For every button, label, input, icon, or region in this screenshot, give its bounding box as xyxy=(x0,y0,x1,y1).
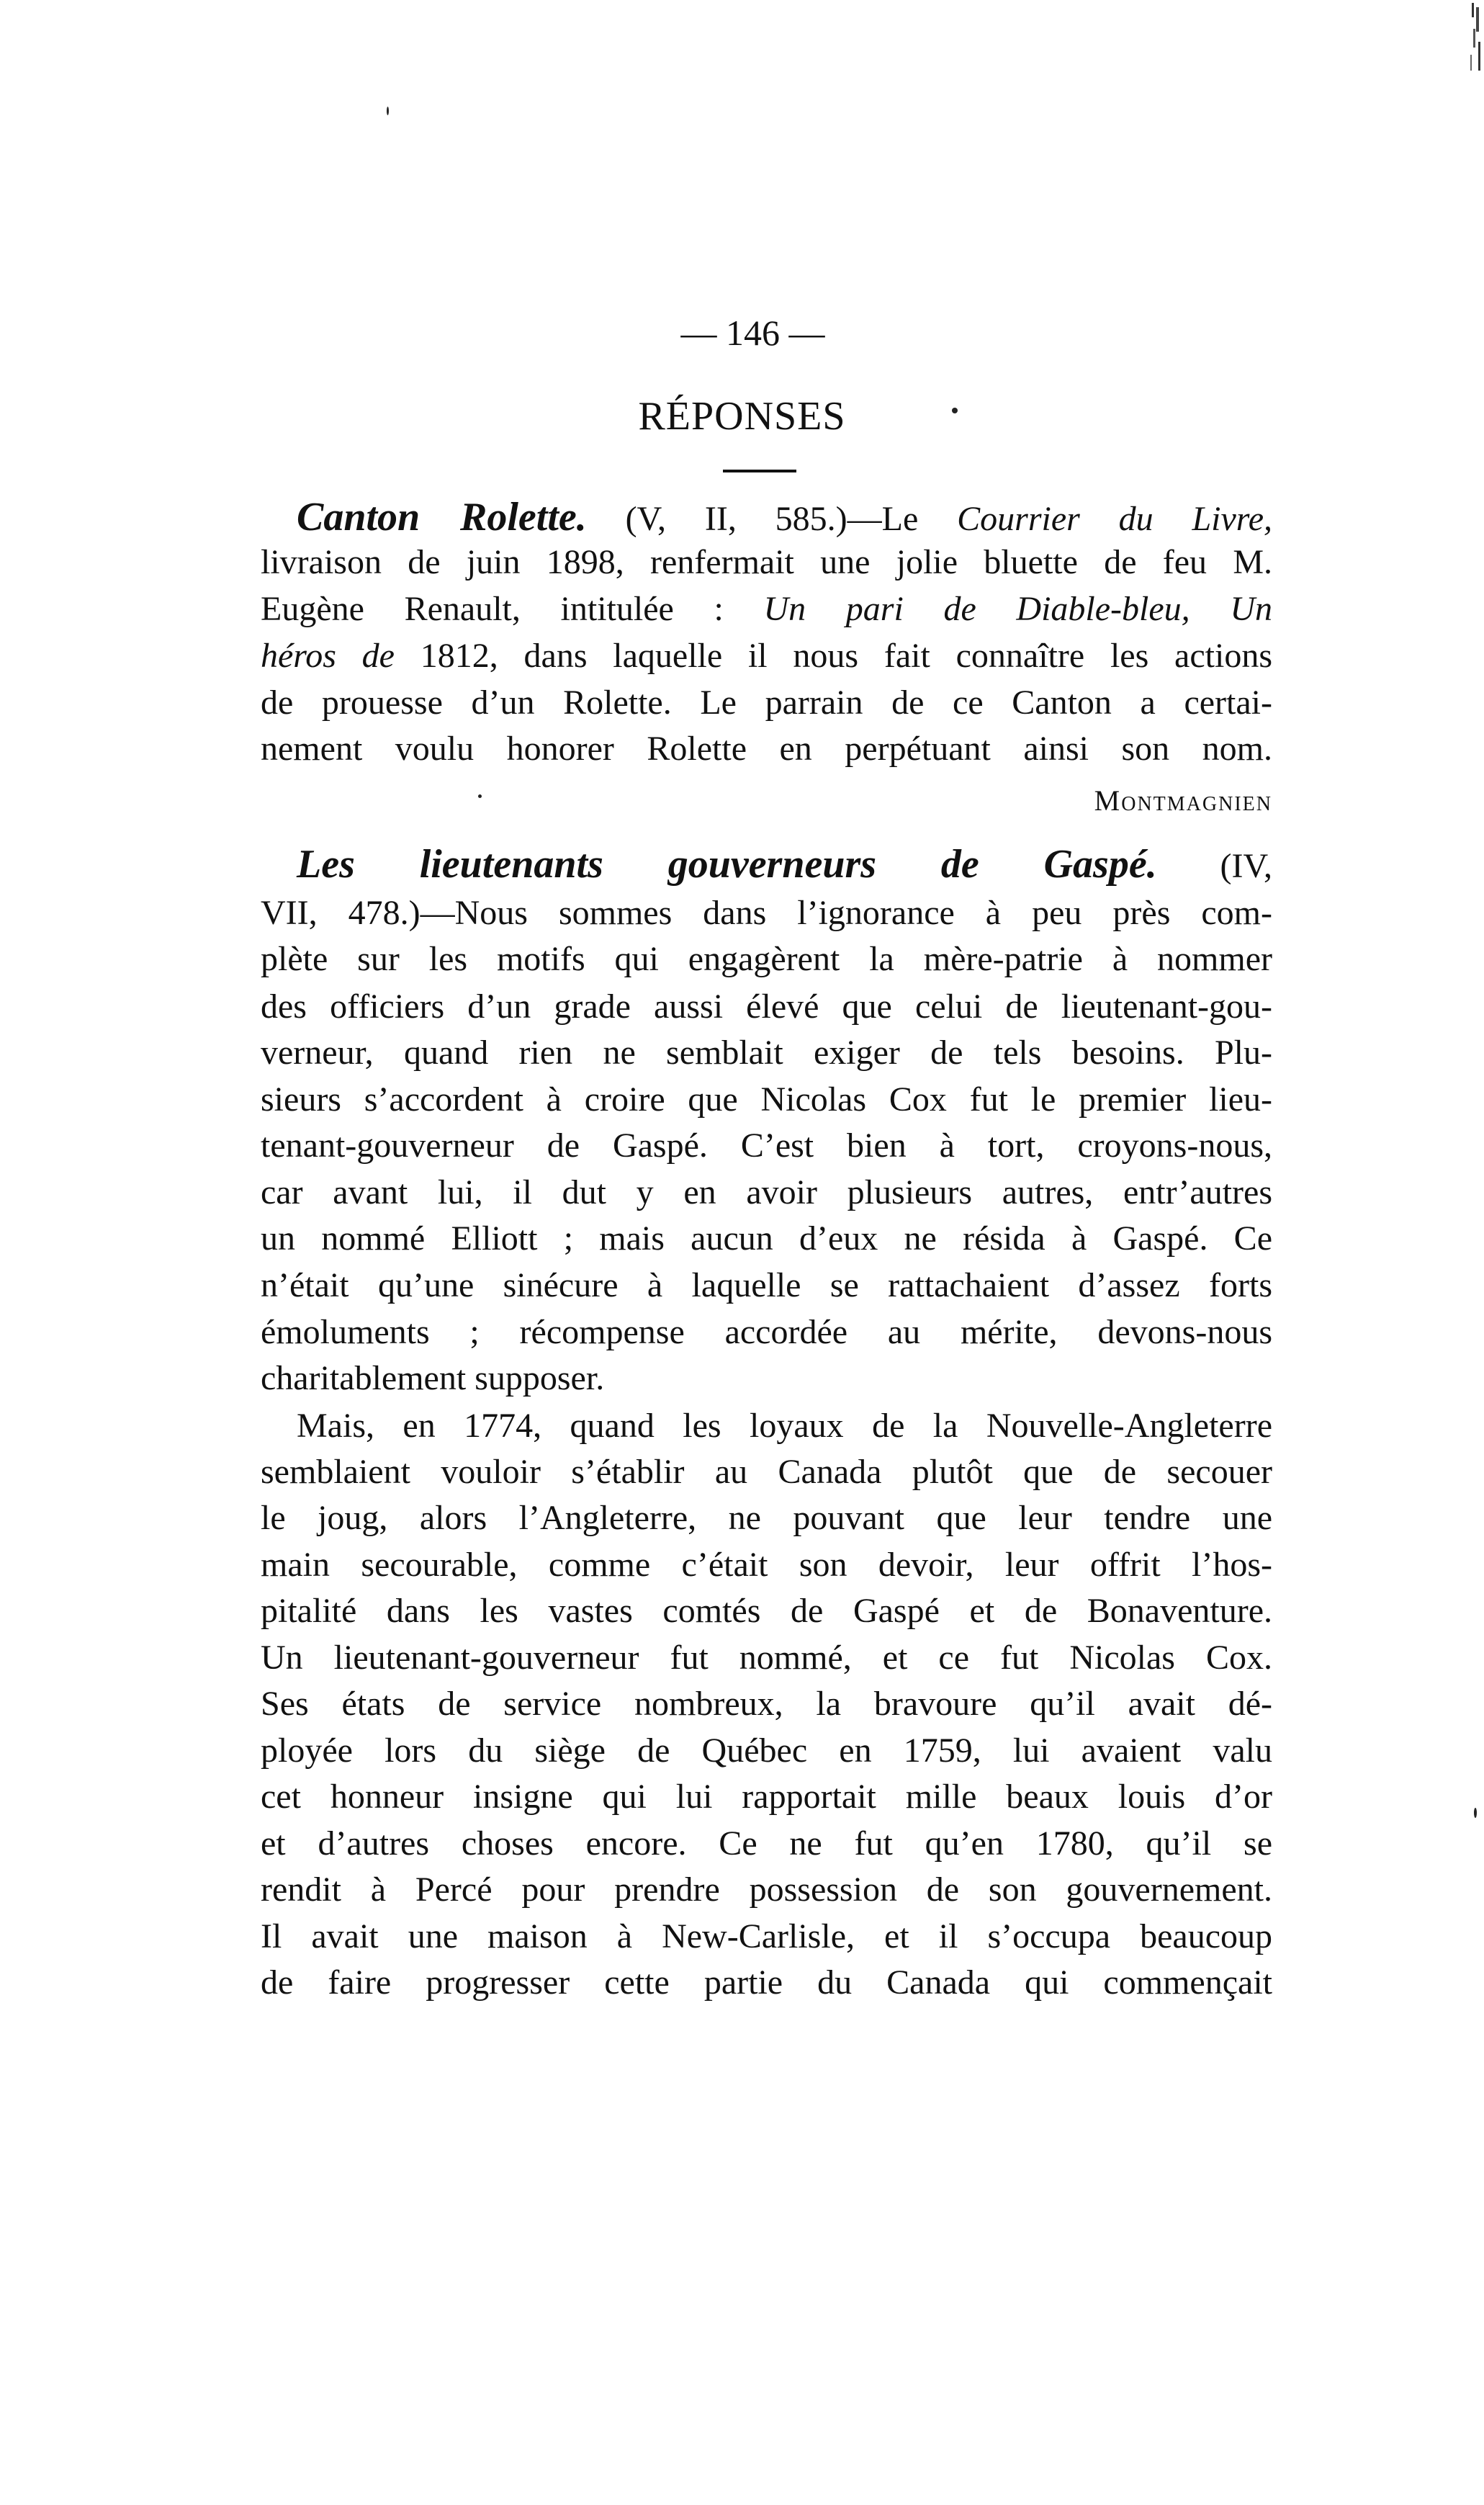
page-number: — 146 — xyxy=(680,313,825,353)
text-span: (V, II, 585.)—Le xyxy=(625,500,958,538)
article-line xyxy=(297,843,1272,888)
article-line: un nommé Elliott ; mais aucun d’eux ne résida à Gaspé. Ce xyxy=(261,1219,1272,1258)
article-line: verneur, quand rien ne semblait exiger de tels besoins. Plu- xyxy=(261,1034,1272,1072)
scan-edge-marks xyxy=(1467,0,1484,79)
scan-speck xyxy=(478,794,482,798)
article-line: cet honneur insigne qui lui rapportait mille beaux louis d’or xyxy=(261,1778,1272,1816)
article-heading: Les lieutenants gouverneurs de Gaspé. xyxy=(297,842,1157,887)
article-line: Ses états de service nombreux, la bravoure qu’il avait dé- xyxy=(261,1685,1272,1723)
article-heading: Canton Rolette. xyxy=(297,495,587,539)
text-span: 1812, dans laquelle il nous fait connaître les actions xyxy=(394,637,1272,675)
article-line: sieurs s’accordent à croire que Nicolas Cox fut le premier lieu- xyxy=(261,1080,1272,1119)
article-line: émoluments ; récompense accordée au mérite, devons-nous xyxy=(261,1313,1272,1351)
article-line: et d’autres choses encore. Ce ne fut qu’en 1780, qu’il se xyxy=(261,1824,1272,1863)
article-line xyxy=(297,496,1272,541)
italic-title: héros de xyxy=(261,637,395,675)
article-line: VII, 478.)—Nous sommes dans l’ignorance à peu près com- xyxy=(261,894,1272,932)
article-line: rendit à Percé pour prendre possession de son gouvernement. xyxy=(261,1870,1272,1909)
text-span: Eugène Renault, intitulée : xyxy=(261,590,764,628)
article-line: Un lieutenant-gouverneur fut nommé, et ce fut Nicolas Cox. xyxy=(261,1639,1272,1677)
scan-speck xyxy=(952,408,958,413)
scan-speck xyxy=(1474,1808,1477,1818)
article-line: car avant lui, il dut y en avoir plusieurs autres, entr’autres xyxy=(261,1173,1272,1211)
article-line: nement voulu honorer Rolette en perpétuant ainsi son nom. xyxy=(261,730,1272,768)
article-line: semblaient vouloir s’établir au Canada plutôt que de secouer xyxy=(261,1453,1272,1491)
article-line: de prouesse d’un Rolette. Le parrain de ce Canton a certai- xyxy=(261,684,1272,722)
article-line: pitalité dans les vastes comtés de Gaspé et de Bonaventure. xyxy=(261,1592,1272,1630)
signature: Montmagnien xyxy=(1094,784,1272,817)
article-line: plète sur les motifs qui engagèrent la mère-patrie à nommer xyxy=(261,940,1272,978)
article-line: n’était qu’une sinécure à laquelle se rattachaient d’assez forts xyxy=(261,1266,1272,1304)
section-title: RÉPONSES xyxy=(638,394,846,439)
article-line: le joug, alors l’Angleterre, ne pouvant que leur tendre une xyxy=(261,1499,1272,1537)
article-line: livraison de juin 1898, renfermait une jolie bluette de feu M. xyxy=(261,543,1272,581)
article-line: des officiers d’un grade aussi élevé que celui de lieutenant-gou- xyxy=(261,987,1272,1026)
article-line: Mais, en 1774, quand les loyaux de la Nouvelle-Angleterre xyxy=(297,1407,1272,1445)
article-line xyxy=(261,588,1272,631)
italic-title: Courrier du Livre, xyxy=(957,500,1273,538)
article-line xyxy=(261,635,1272,678)
article-line: ployée lors du siège de Québec en 1759, lui avaient valu xyxy=(261,1731,1272,1770)
text-span: (IV, xyxy=(1220,847,1272,885)
article-line: tenant-gouverneur de Gaspé. C’est bien à tort, croyons-nous, xyxy=(261,1126,1272,1165)
italic-title: Un pari de Diable-bleu, Un xyxy=(763,590,1272,628)
scan-speck xyxy=(387,107,389,115)
article-line: charitablement supposer. xyxy=(261,1359,605,1397)
article-line: Il avait une maison à New-Carlisle, et il s’occupa beaucoup xyxy=(261,1917,1272,1955)
article-line: main secourable, comme c’était son devoir, leur offrit l’hos- xyxy=(261,1546,1272,1584)
article-line: de faire progresser cette partie du Canada qui commençait xyxy=(261,1963,1272,2002)
title-divider xyxy=(723,470,796,472)
